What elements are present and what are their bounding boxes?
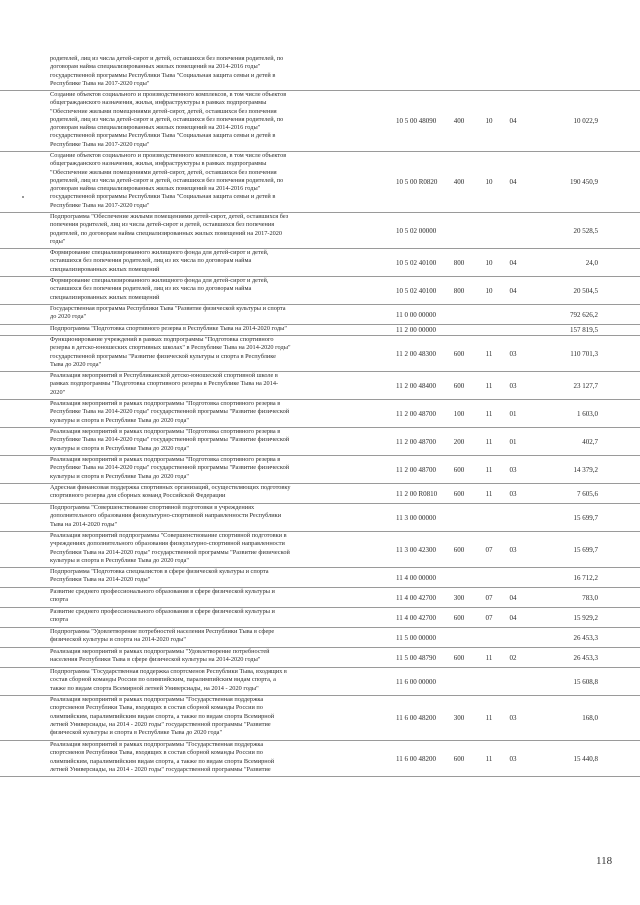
expense-type-code: 600 xyxy=(453,614,465,622)
row-description: Формирование специализированного жилищного фонда для детей-сирот и детей, оставшихся без попечения родителей, лиц из их числа по договорам найма специализированных жилых помещений xyxy=(50,277,269,301)
amount: 26 453,3 xyxy=(573,634,598,642)
target-article-code: 11 2 00 00000 xyxy=(396,326,436,334)
expense-type-code: 800 xyxy=(453,287,465,295)
row-description: Создание объектов социального и производственного комплексов, в том числе объектов общегражданского назначения, жилья, инфраструктуры в рамках подпрограммы "Обеспечение жилыми помещениями детей-сирот, детей, оставшихся без попечения родителей, лиц из числа детей-сирот и детей, оставшихся без попечения родителей, по договорам найма специализированных жилых помещений на 2014-2016 годы" государственной программы Республики Тыва "Социальная защита семьи и детей в Республике Тыва на 2017-2020 годы" xyxy=(50,152,287,209)
table-row xyxy=(0,213,640,249)
section-code: 11 xyxy=(485,714,493,722)
amount: 1 603,0 xyxy=(577,410,598,418)
row-description: Подпрограмма "Удовлетворение потребностей населения Республики Тыва в сфере физической культуры и спорта на 2014-2020 годы" xyxy=(50,628,275,644)
table-row xyxy=(0,608,640,628)
amount: 15 699,7 xyxy=(573,514,598,522)
row-description: Подпрограмма "Подготовка спортивного резерва в Республике Тыва на 2014-2020 годы" xyxy=(50,325,287,332)
row-description: Подпрограмма "Государственная поддержка спортсменов Республики Тыва, входящих в состав сборной команды России по олимпийским, паралимпийским видам спорта, а также по видам спорта Всемирной летней Универсиады, на 2014 - 2020 годы" xyxy=(50,668,287,692)
section-code: 07 xyxy=(485,546,493,554)
section-code: 11 xyxy=(485,438,493,446)
target-article-code: 11 2 00 48700 xyxy=(396,438,436,446)
target-article-code: 11 2 00 48400 xyxy=(396,382,436,390)
amount: 16 712,2 xyxy=(573,574,598,582)
row-description: Формирование специализированного жилищного фонда для детей-сирот и детей, оставшихся без попечения родителей, лиц из их числа по договорам найма специализированных жилых помещений xyxy=(50,249,269,273)
target-article-code: 11 6 00 48200 xyxy=(396,714,436,722)
target-article-code: 11 3 00 42300 xyxy=(396,546,436,554)
row-description: Развитие среднего профессионального образования в сфере физической культуры и спорта xyxy=(50,608,275,624)
table-row xyxy=(0,336,640,372)
expense-type-code: 600 xyxy=(453,490,465,498)
table-row xyxy=(0,532,640,568)
page-number: 118 xyxy=(596,855,613,867)
table-row xyxy=(0,428,640,456)
expense-type-code: 600 xyxy=(453,546,465,554)
target-article-code: 11 4 00 00000 xyxy=(396,574,436,582)
subsection-code: 03 xyxy=(509,466,517,474)
target-article-code: 11 4 00 42700 xyxy=(396,594,436,602)
amount: 20 504,5 xyxy=(573,287,598,295)
subsection-code: 03 xyxy=(509,382,517,390)
row-description: Реализация мероприятий в рамках подпрограммы "Подготовка спортивного резерва в Республике Тыва на 2014-2020 годы" государственной программы "Развитие физической культуры и спорта в Республике Тыва до 2020 года" xyxy=(50,400,290,424)
table-row xyxy=(0,456,640,484)
target-article-code: 10 5 00 48090 xyxy=(396,117,437,125)
expense-type-code: 400 xyxy=(453,178,465,186)
target-article-code: 11 2 00 48700 xyxy=(396,466,436,474)
target-article-code: 10 5 02 40100 xyxy=(396,287,437,295)
amount: 157 819,5 xyxy=(570,326,598,334)
target-article-code: 10 5 02 00000 xyxy=(396,227,437,235)
row-description: Реализация мероприятий в рамках подпрограммы "Государственная поддержка спортсменов Республики Тыва, входящих в состав сборной команды России по олимпийским, паралимпийским видам спорта, а также по видам спорта Всемирной летней Универсиады, на 2014 - 2020 годы" государственной программы "Развитие физической культуры и спорта в Республике Тыва до 2020 года" xyxy=(50,696,275,737)
amount: 7 605,6 xyxy=(577,490,598,498)
section-code: 11 xyxy=(485,410,493,418)
table-row xyxy=(0,484,640,504)
table-row xyxy=(0,305,640,325)
table-row xyxy=(0,648,640,668)
row-description: Реализация мероприятий в рамках подпрограммы "Удовлетворение потребностей населения Республики Тыва в сфере физической культуры на 2014-2020 годы" xyxy=(50,648,270,664)
amount: 783,0 xyxy=(582,594,598,602)
row-description: Реализация мероприятий в рамках подпрограммы "Подготовка спортивного резерва в Республике Тыва на 2014-2020 годы" государственной программы "Развитие физической культуры и спорта в Республике Тыва до 2020 года" xyxy=(50,428,290,452)
section-code: 11 xyxy=(485,466,493,474)
target-article-code: 10 5 00 R0820 xyxy=(396,178,438,186)
section-code: 11 xyxy=(485,382,493,390)
expense-type-code: 600 xyxy=(453,466,465,474)
row-description: Реализация мероприятий в рамках подпрограммы "Подготовка спортивного резерва в Республике Тыва на 2014-2020 годы" государственной программы "Развитие физической культуры и спорта в Республике Тыва до 2020 года" xyxy=(50,456,290,480)
section-code: 10 xyxy=(485,259,493,267)
table-row xyxy=(0,152,640,213)
expense-type-code: 400 xyxy=(453,117,465,125)
subsection-code: 04 xyxy=(509,259,517,267)
target-article-code: 11 2 00 R0810 xyxy=(396,490,438,498)
section-code: 10 xyxy=(485,178,493,186)
table-row xyxy=(0,372,640,400)
table-row xyxy=(0,55,640,91)
table-row xyxy=(0,588,640,608)
amount: 10 022,9 xyxy=(573,117,598,125)
amount: 15 440,8 xyxy=(573,755,598,763)
target-article-code: 11 4 00 42700 xyxy=(396,614,436,622)
row-description: Развитие среднего профессионального образования в сфере физической культуры и спорта xyxy=(50,588,275,604)
table-row xyxy=(0,277,640,305)
section-code: 10 xyxy=(485,287,493,295)
table-row xyxy=(0,91,640,152)
subsection-code: 04 xyxy=(509,594,517,602)
amount: 14 379,2 xyxy=(573,466,598,474)
subsection-code: 03 xyxy=(509,490,517,498)
expense-type-code: 300 xyxy=(453,714,465,722)
expense-type-code: 600 xyxy=(453,382,465,390)
amount: 15 929,2 xyxy=(573,614,598,622)
subsection-code: 01 xyxy=(509,438,517,446)
table-row xyxy=(0,741,640,777)
subsection-code: 03 xyxy=(509,350,517,358)
subsection-code: 04 xyxy=(509,178,517,186)
expense-type-code: 600 xyxy=(453,654,465,662)
subsection-code: 04 xyxy=(509,614,517,622)
expense-type-code: 600 xyxy=(453,755,465,763)
amount: 24,0 xyxy=(585,259,598,267)
target-article-code: 11 2 00 48300 xyxy=(396,350,436,358)
table-row xyxy=(0,628,640,648)
section-code: 11 xyxy=(485,350,493,358)
target-article-code: 11 6 00 48200 xyxy=(396,755,436,763)
table-row xyxy=(0,568,640,588)
table-row xyxy=(0,325,640,336)
amount: 20 528,5 xyxy=(573,227,598,235)
budget-table xyxy=(0,55,640,777)
amount: 792 626,2 xyxy=(570,311,598,319)
expense-type-code: 300 xyxy=(453,594,465,602)
row-description: Адресная финансовая поддержка спортивных организаций, осуществляющих подготовку спортивного резерва для сборных команд Российской Федерации xyxy=(50,484,291,500)
row-description: Подпрограмма "Совершенствование спортивной подготовки в учреждениях дополнительного образования физкультурно-спортивной направленности Республики Тыва на 2014-2020 годы" xyxy=(50,504,282,528)
subsection-code: 03 xyxy=(509,755,517,763)
target-article-code: 11 0 00 00000 xyxy=(396,311,436,319)
expense-type-code: 600 xyxy=(453,350,465,358)
table-row xyxy=(0,696,640,741)
subsection-code: 02 xyxy=(509,654,517,662)
row-description: Реализация мероприятий подпрограммы "Совершенствование спортивной подготовки в учреждениях дополнительного образования физкультурно-спортивной направленности Республики Тыва на 2014-2020 годы" государственной программы "Развитие физической культуры и спорта в Республике Тыва до 2020 года" xyxy=(50,532,290,564)
subsection-code: 04 xyxy=(509,287,517,295)
expense-type-code: 100 xyxy=(453,410,465,418)
target-article-code: 11 5 00 00000 xyxy=(396,634,436,642)
table-row xyxy=(0,249,640,277)
table-row xyxy=(0,400,640,428)
section-code: 11 xyxy=(485,490,493,498)
target-article-code: 11 6 00 00000 xyxy=(396,678,436,686)
target-article-code: 11 5 00 48790 xyxy=(396,654,436,662)
row-description: Создание объектов социального и производственного комплексов, в том числе объектов общегражданского назначения, жилья, инфраструктуры в рамках подпрограммы "Обеспечение жилыми помещениями детей-сирот, детей, оставшихся без попечения родителей, лиц из числа детей-сирот и детей, оставшихся без попечения родителей, по договорам найма специализированных жилых помещений на 2014-2016 годы" государственной программы Республики Тыва "Социальная защита семьи и детей в Республике Тыва на 2017-2020 годы" xyxy=(50,91,287,148)
subsection-code: 03 xyxy=(509,714,517,722)
amount: 190 450,9 xyxy=(570,178,598,186)
row-description: Подпрограмма "Подготовка специалистов в сфере физической культуры и спорта Республики Тыва на 2014-2020 годы" xyxy=(50,568,269,584)
amount: 15 608,8 xyxy=(573,678,598,686)
subsection-code: 04 xyxy=(509,117,517,125)
section-code: 11 xyxy=(485,755,493,763)
amount: 15 699,7 xyxy=(573,546,598,554)
section-code: 10 xyxy=(485,117,493,125)
section-code: 07 xyxy=(485,614,493,622)
expense-type-code: 200 xyxy=(453,438,465,446)
amount: 23 127,7 xyxy=(573,382,598,390)
row-description: родителей, лиц из числа детей-сирот и детей, оставшихся без попечения родителей, по договорам найма специализированных жилых помещений на 2014-2016 годы" государственной программы Республики Тыва "Социальная защита семьи и детей в Республике Тыва на 2017-2020 годы" xyxy=(50,55,284,87)
row-description: Подпрограмма "Обеспечение жилыми помещениями детей-сирот, детей, оставшихся без попечения родителей, лиц из числа детей-сирот и детей, оставшихся без попечения родителей, по договорам найма специализированных жилых помещений на 2017-2020 годы" xyxy=(50,213,289,245)
subsection-code: 01 xyxy=(509,410,517,418)
amount: 26 453,3 xyxy=(573,654,598,662)
section-code: 11 xyxy=(485,654,493,662)
section-code: 07 xyxy=(485,594,493,602)
row-description: Реализация мероприятий в рамках подпрограммы "Государственная поддержка спортсменов Республики Тыва, входящих в состав сборной команды России по олимпийским, паралимпийским видам спорта, а также по видам спорта Всемирной летней Универсиады, на 2014 - 2020 годы" государственной программы "Развитие xyxy=(50,741,275,773)
amount: 110 701,3 xyxy=(570,350,598,358)
row-description: Функционирование учреждений в рамках подпрограммы "Подготовка спортивного резерва в детско-юношеских спортивных школах" в Республике Тыва на 2014-2020 годы" государственной программы "Развитие физической культуры и спорта в Республике Тыва до 2020 года" xyxy=(50,336,291,368)
target-article-code: 10 5 02 40100 xyxy=(396,259,437,267)
amount: 402,7 xyxy=(582,438,598,446)
target-article-code: 11 2 00 48700 xyxy=(396,410,436,418)
row-description: Реализация мероприятий в Республиканской детско-юношеской спортивной школе в рамках подпрограммы "Подготовка спортивного резерва в Республике Тыва на 2014- 2020" xyxy=(50,372,279,396)
row-description: Государственная программа Республики Тыва "Развитие физической культуры и спорта до 2020 года" xyxy=(50,305,286,321)
table-row xyxy=(0,504,640,532)
amount: 168,0 xyxy=(582,714,598,722)
table-row xyxy=(0,668,640,696)
subsection-code: 03 xyxy=(509,546,517,554)
expense-type-code: 800 xyxy=(453,259,465,267)
target-article-code: 11 3 00 00000 xyxy=(396,514,436,522)
